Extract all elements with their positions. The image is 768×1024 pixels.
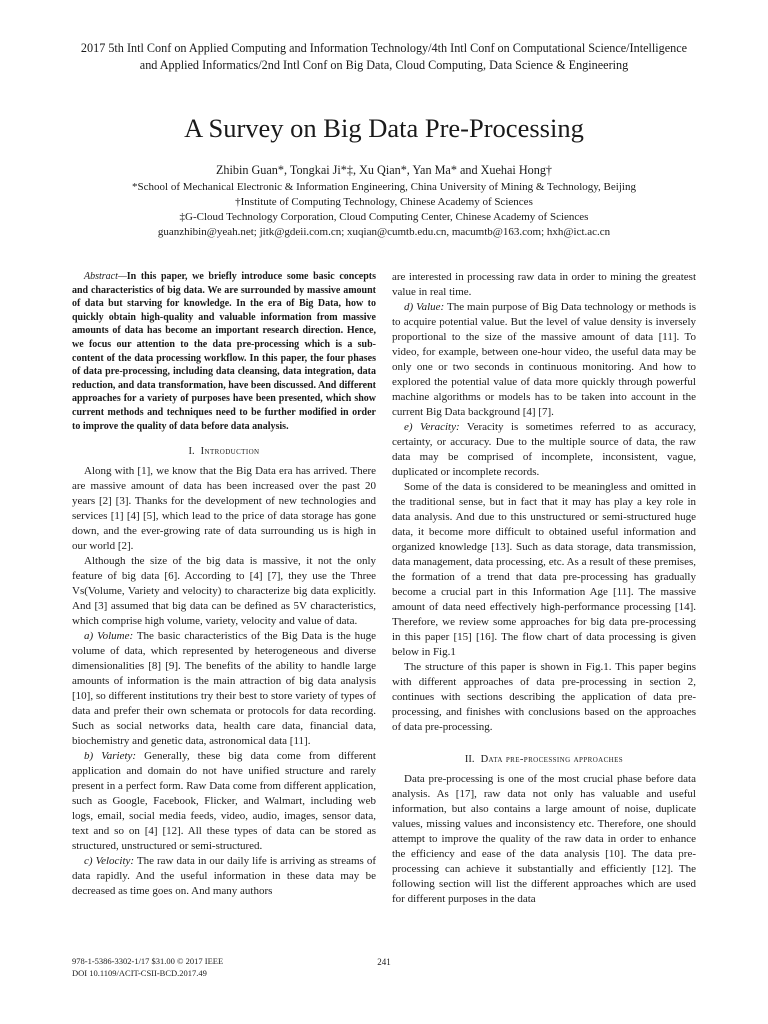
section-number: I. [188,446,195,458]
velocity-label: c) Velocity: [84,855,135,868]
variety-label: b) Variety: [84,750,137,763]
affiliation-3: ‡G-Cloud Technology Corporation, Cloud Computing Center, Chinese Academy of Sciences [179,211,589,223]
conference-line-2: and Applied Informatics/2nd Intl Conf on Big Data, Cloud Computing, Data Science & Engineering [139,58,629,72]
conference-header [0,40,768,74]
section-title: Introduction [200,446,260,458]
abstract-text: In this paper, we briefly introduce some basic concepts and characteristics of big data. We are surrounded by massive amount of data but starving for knowledge. In the era of Big Data, how to quickly obtain high-quality and valuable information from massive amounts of data has become an important research direction. Hence, we focus our attention to the data pre-processing which is a sub-content of the data processing workflow. In this paper, the four phases of data pre-processing, including data cleansing, data integration, data reduction, and data transformation, have been discussed. And different approaches for a variety of purposes have been presented, which show current methods and techniques need to be further modified in order to improve the quality of data before data analysis. [72,271,376,432]
volume-label: a) Volume: [84,630,134,643]
veracity-label: e) Veracity: [404,421,460,433]
abstract-lead: Abstract— [84,271,127,282]
volume-paragraph [72,629,376,749]
veracity-text: Veracity is sometimes referred to as accuracy, certainty, or accuracy. Due to the multiple source of data, the raw data may be comprised of incomplete, inconsistent, vague, duplicated or incomplete records. [392,421,697,478]
affiliation-2: †Institute of Computing Technology, Chinese Academy of Sciences [235,196,533,208]
intro-paragraph-1: Along with [1], we know that the Big Data era has arrived. There are massive amount of data has been increased over the past 20 years [2] [3]. Thanks for the development of new technologies and services [1] [4] [5], which lead to the price of data storage has gone down, and the ever-growing rate of data surrounding us is high in our world [2]. [72,465,376,553]
left-column [72,270,376,899]
section2-paragraph: Data pre-processing is one of the most crucial phase before data analysis. As [17], raw data not only has valuable and useful information, but also contains a large amount of noise, duplicate values, missing values and inconsistency etc. Therefore, one should attempt to improve the quality of the raw data in order to enhance the efficiency and ease of the data analysis [10]. The data pre-processing can achieve it substantially and efficiently [12]. The following section will list the different approaches which are used for different purposes in the data [392,773,696,905]
velocity-paragraph [72,854,376,899]
section-heading-preprocessing [392,752,696,767]
body-paragraph-2: The structure of this paper is shown in Fig.1. This paper begins with different approaches of data pre-processing in section 2, continues with sections describing the application of data pre-processing, and finishes with conclusions based on the approaches of data pre-processing. [392,661,696,733]
conference-line-1: 2017 5th Intl Conf on Applied Computing and Information Technology/4th Intl Conf on Computational Science/Intelligence [80,41,688,55]
intro-paragraph-2: Although the size of the big data is massive, it not the only feature of big data [6]. According to [4] [7], they use the Three Vs(Volume, Variety and velocity) to characterize big data explicitly. And [3] assumed that big data can be defined as 5V characteristics, which comprise high volume, variety, velocity and value of data. [72,555,376,628]
volume-text: The basic characteristics of the Big Data is the huge volume of data, which represented by heterogeneous and diverse dimensionalities [8] [9]. The benefits of the ability to handle large amounts of information is the main attraction of big data analysis [10], so different institutions try their best to store variety of types of data and prefer their own schemata or protocols for data recording. Such as social networks data, health care data, financial data, biochemistry and genetic data, astronomical data [11]. [72,630,377,748]
doi-line: DOI 10.1109/ACIT-CSII-BCD.2017.49 [72,968,207,978]
isbn-line: 978-1-5386-3302-1/17 $31.00 © 2017 IEEE [72,956,224,966]
section-heading-introduction [72,444,376,459]
author-emails: guanzhibin@yeah.net; jitk@gdeii.com.cn; xuqian@cumtb.edu.cn, macumtb@163.com; hxh@ict.ac.cn [157,226,611,238]
value-label: d) Value: [404,301,445,313]
value-text: The main purpose of Big Data technology or methods is to acquire potential value. But the level of value density is inversely proportional to the size of the massive amount of data [11]. To video, for example, between one-hour video, the useful data may be only one or two seconds in continuous monitoring. And how to explored the potential value of data more quickly through powerful machine algorithms or models has to be taken into account in the current Big Data background [4] [7]. [392,301,697,418]
body-paragraph-1: Some of the data is considered to be meaningless and omitted in the traditional sense, but in fact that it may has play a key role in data analysis. And due to this unstructured or semi-structured huge data, it become more difficult to obtained useful information and organized knowledge [13]. Such as data storage, data transmission, data management, data processing, etc. As a result of these premises, the formation of a trend that data pre-processing has gradually become a crucial part in this Information Age [11]. The massive amount of data need effectively high-performance processing [14]. Therefore, we review some approaches for big data pre-processing in this paper [15] [16]. The flow chart of data processing is given below in Fig.1 [392,481,696,658]
variety-text: Generally, these big data come from different application and domain do not have unified structure and rarely present in a perfect form. Raw Data come from different application, such as Google, Facebook, Flicker, and Walmart, including web logs, email, social media feeds, video, audio, images, sensor data, text and so on [4] [12]. All these types of data can be stored as structured, unstructured or semi-structured. [72,750,376,853]
paper-title: A Survey on Big Data Pre-Processing [184,113,584,143]
section-title: Data pre-processing approaches [480,754,624,765]
velocity-continuation: are interested in processing raw data in order to mining the greatest value in real time. [392,271,696,298]
author-list: Zhibin Guan*, Tongkai Ji*‡, Xu Qian*, Yan Ma* and Xuehai Hong† [215,163,553,177]
velocity-text: The raw data in our daily life is arriving as streams of data rapidly. And the useful information in these data may be decreased as time goes on. And many authors [72,855,376,898]
section-number: II. [464,754,475,765]
page-number: 241 [377,957,391,967]
abstract [72,270,376,433]
right-column [392,270,696,907]
value-paragraph [392,300,696,420]
veracity-paragraph [392,420,696,480]
variety-paragraph [72,749,376,854]
affiliation-1: *School of Mechanical Electronic & Information Engineering, China University of Mining & Technology, Beijing [132,181,636,193]
